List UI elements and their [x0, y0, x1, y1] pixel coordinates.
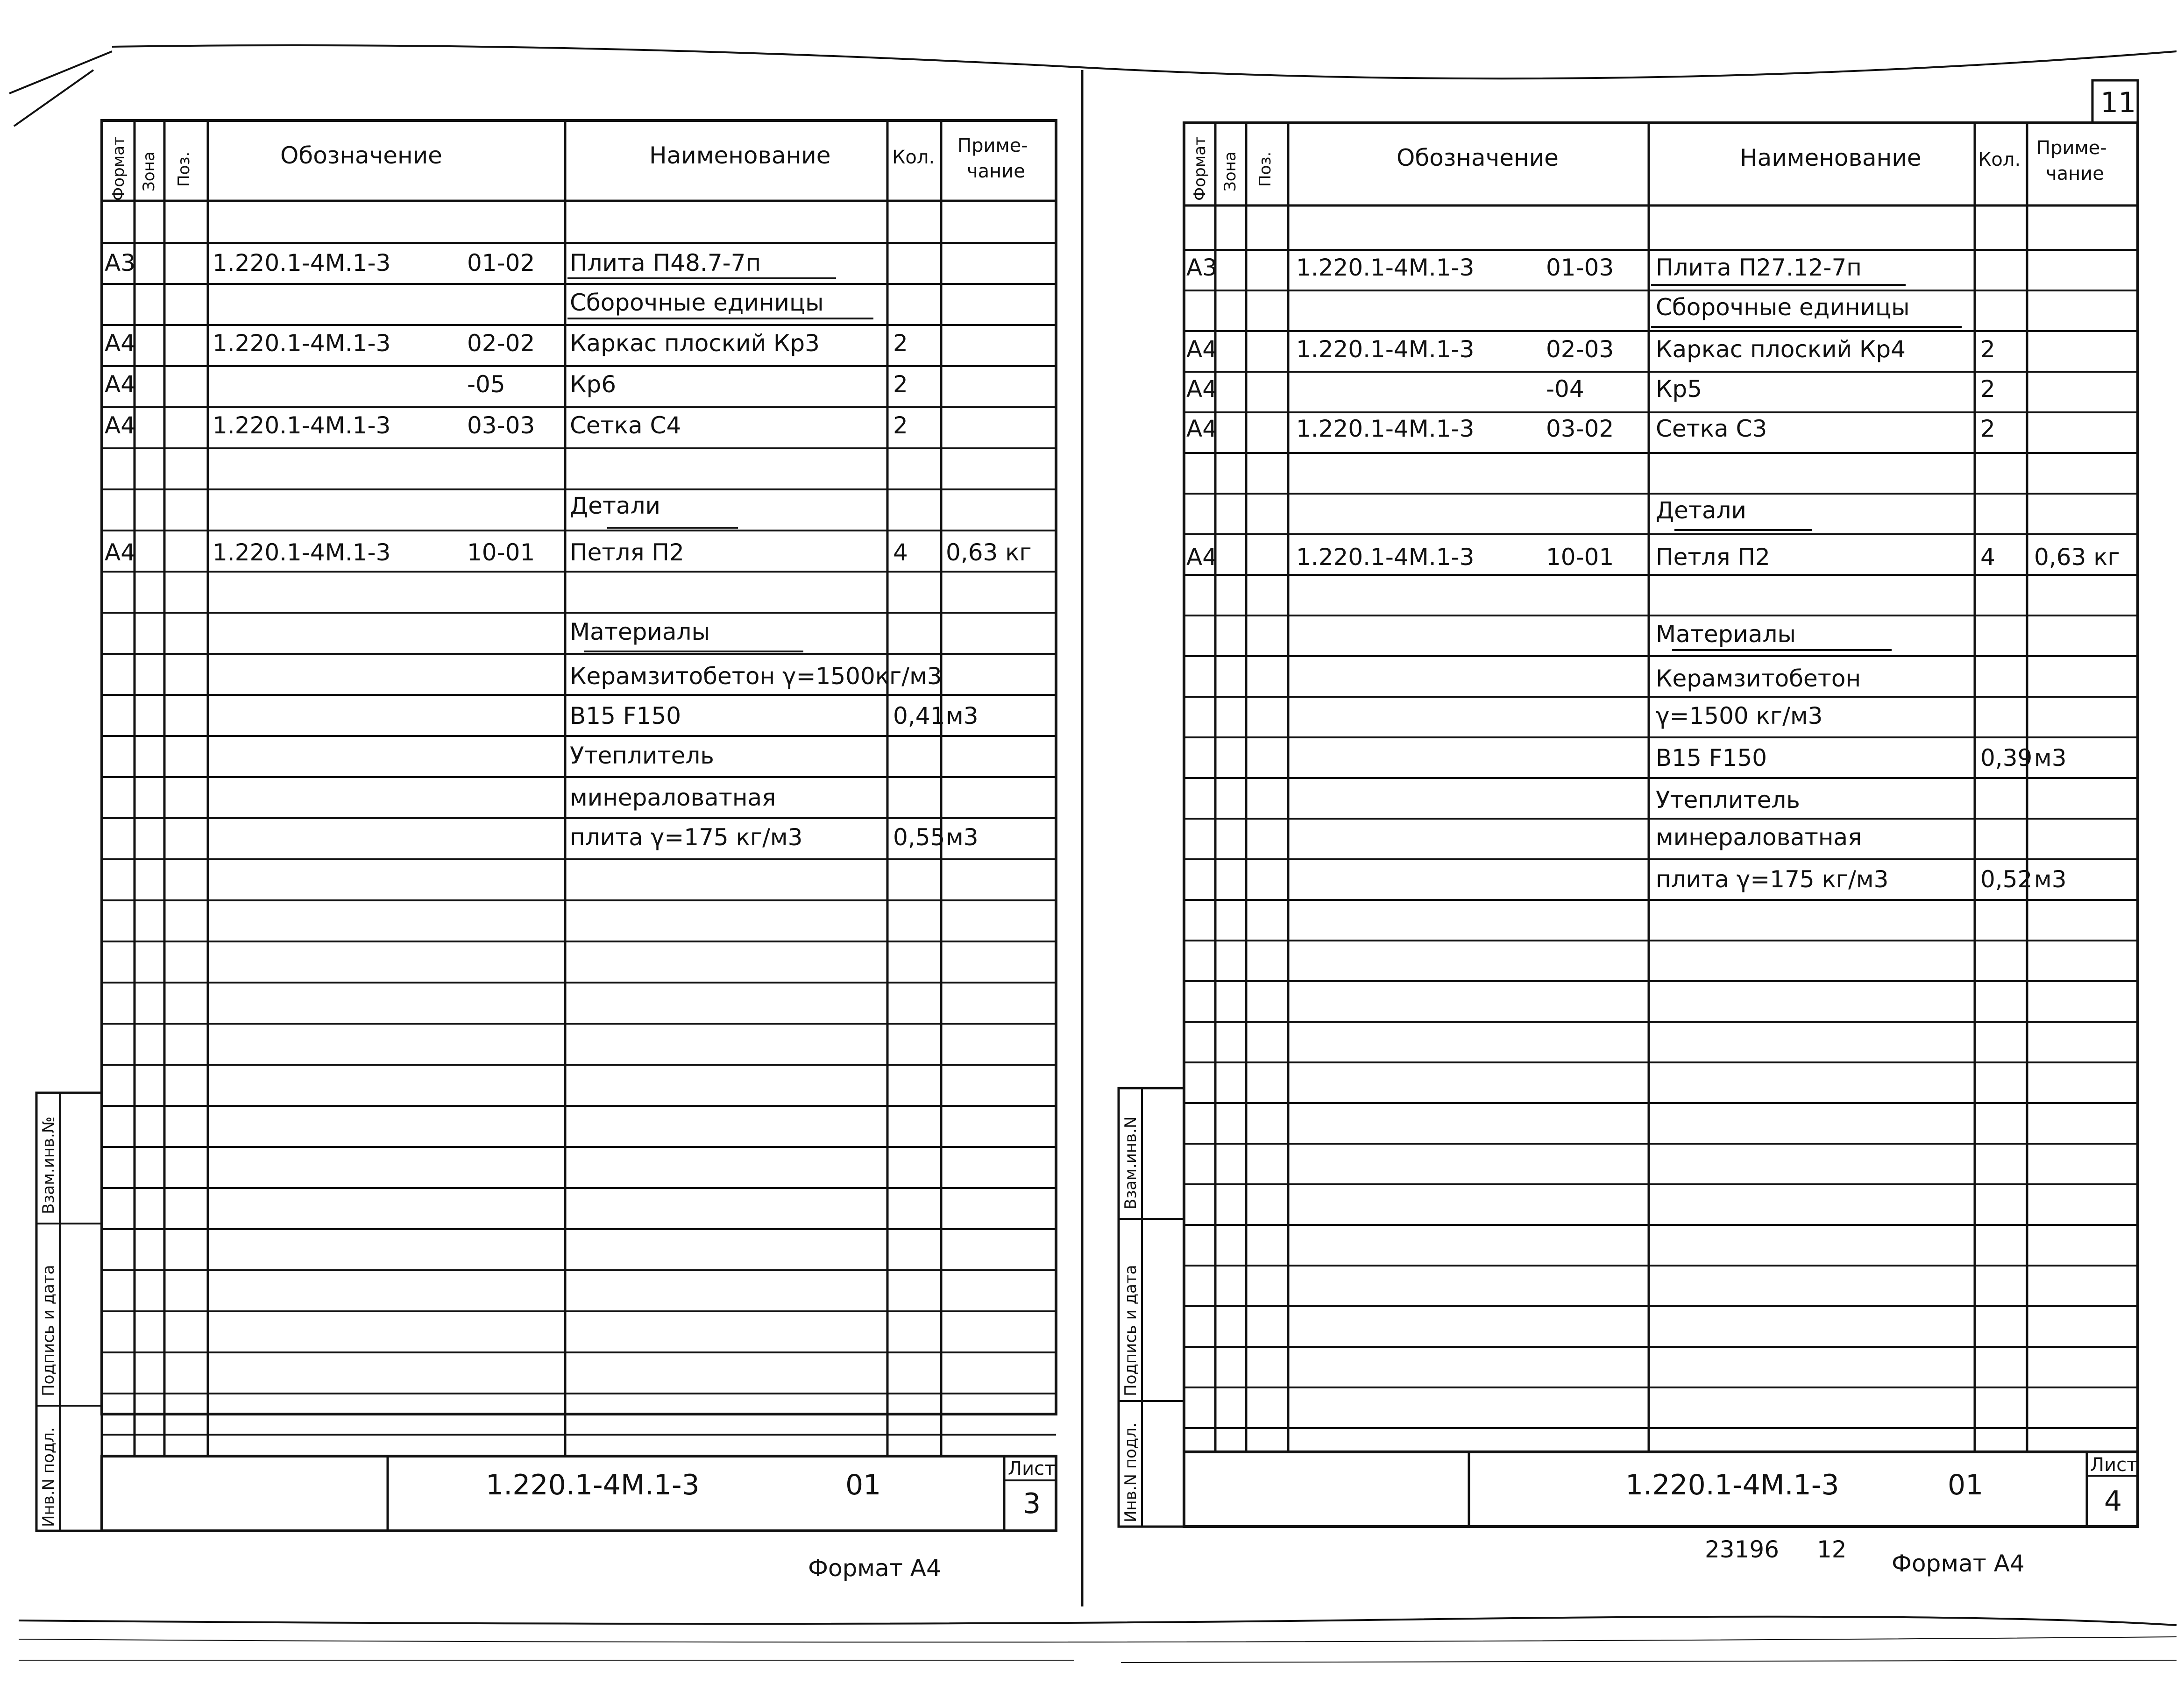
row-designation: 1.220.1-4М.1-3 — [1296, 544, 1475, 571]
row-name: минераловатная — [1656, 824, 1862, 851]
row-qty: 2 — [1980, 336, 1995, 363]
row-name: Каркас плоский Кр3 — [570, 330, 820, 357]
row-note: м3 — [2034, 744, 2067, 771]
row-designation: 1.220.1-4М.1-3 — [213, 330, 391, 357]
right-rows — [1186, 254, 2120, 893]
row-name: Кр6 — [570, 371, 617, 398]
row-qty: 0,52 — [1980, 866, 2033, 893]
row-code: -05 — [467, 371, 505, 398]
row-name: Петля П2 — [570, 539, 684, 566]
row-name: плита γ=175 кг/м3 — [570, 824, 803, 851]
row-designation: 1.220.1-4М.1-3 — [213, 249, 391, 276]
row-qty: 0,41 — [893, 702, 945, 729]
row-qty: 2 — [893, 412, 908, 439]
row-note: 0,63 кг — [946, 539, 1032, 566]
row-name: Утеплитель — [1656, 786, 1800, 814]
right-header-note-2: чание — [2046, 163, 2104, 184]
row-name: Петля П2 — [1656, 544, 1770, 571]
header-note-2: чание — [967, 161, 1025, 182]
right-side-vzam-inv: Взам.инв.N — [1121, 1116, 1140, 1210]
row-code: 02-02 — [467, 330, 535, 357]
row-designation: 1.220.1-4М.1-3 — [213, 539, 391, 566]
stamp-sheet: 12 — [1817, 1536, 1847, 1563]
row-code: 10-01 — [467, 539, 535, 566]
bottom-scan-line-2 — [19, 1637, 2177, 1642]
row-name: Сборочные единицы — [570, 289, 824, 316]
row-code: 01-02 — [467, 249, 535, 276]
row-name: Плита П27.12-7п — [1656, 254, 1862, 281]
right-header-qty: Кол. — [1978, 149, 2021, 170]
header-pos: Поз. — [175, 151, 193, 187]
row-format: А3 — [1186, 254, 1218, 281]
row-name: Керамзитобетон — [1656, 665, 1861, 692]
right-sheet — [1119, 80, 2138, 1527]
row-qty: 4 — [893, 539, 908, 566]
right-title-code: 1.220.1-4М.1-3 — [1625, 1469, 1839, 1501]
row-qty: 0,39 — [1980, 744, 2033, 771]
row-name: Материалы — [1656, 621, 1796, 648]
left-title-code: 1.220.1-4М.1-3 — [486, 1469, 700, 1501]
right-header-designation: Обозначение — [1397, 144, 1559, 171]
row-note: 0,63 кг — [2034, 544, 2120, 571]
row-note: м3 — [2034, 866, 2067, 893]
row-qty: 2 — [893, 371, 908, 398]
row-code: -04 — [1546, 375, 1584, 403]
row-name: В15 F150 — [570, 702, 681, 729]
row-code: 03-02 — [1546, 415, 1614, 442]
row-name: Плита П48.7-7п — [570, 249, 761, 276]
row-qty: 2 — [1980, 375, 1995, 403]
row-qty: 2 — [893, 330, 908, 357]
right-header-zone: Зона — [1221, 151, 1240, 191]
row-qty: 2 — [1980, 415, 1995, 442]
row-name: Керамзитобетон γ=1500кг/м3 — [570, 663, 942, 690]
right-header-pos: Поз. — [1256, 151, 1275, 187]
header-designation: Обозначение — [280, 142, 442, 169]
header-name: Наименование — [649, 142, 831, 169]
row-note: м3 — [946, 824, 979, 851]
corner-scratch-mark — [9, 51, 112, 126]
row-note: м3 — [946, 702, 979, 729]
bottom-scan-line — [19, 1617, 2177, 1625]
row-code: 02-03 — [1546, 336, 1614, 363]
row-format: А4 — [1186, 544, 1218, 571]
top-scan-line — [112, 45, 2177, 78]
right-title-num: 01 — [1948, 1469, 1984, 1501]
row-code: 03-03 — [467, 412, 535, 439]
side-vzam-inv: Взам.инв.№ — [39, 1116, 58, 1214]
right-side-sign-date: Подпись и дата — [1121, 1265, 1140, 1396]
row-format: А4 — [105, 539, 136, 566]
row-designation: 1.220.1-4М.1-3 — [1296, 254, 1475, 281]
right-page-number: 11 — [2100, 86, 2136, 119]
stamp-number: 23196 — [1705, 1536, 1780, 1563]
row-name: Сетка С4 — [570, 412, 681, 439]
row-qty: 0,55 — [893, 824, 945, 851]
bottom-scan-line-3 — [19, 1660, 2177, 1663]
row-format: А4 — [105, 371, 136, 398]
header-zone: Зона — [140, 151, 158, 191]
row-format: А4 — [1186, 415, 1218, 442]
row-designation: 1.220.1-4М.1-3 — [1296, 336, 1475, 363]
right-header-note-1: Приме- — [2036, 137, 2107, 159]
right-sheet-num: 4 — [2104, 1485, 2122, 1518]
row-designation: 1.220.1-4М.1-3 — [1296, 415, 1475, 442]
left-format-caption: Формат А4 — [808, 1555, 941, 1582]
row-name: минераловатная — [570, 784, 776, 811]
right-sheet-text — [1121, 86, 2137, 1577]
row-name: Сборочные единицы — [1656, 294, 1910, 321]
row-name: Детали — [1656, 497, 1747, 524]
row-code: 10-01 — [1546, 544, 1614, 571]
row-format: А4 — [105, 412, 136, 439]
row-format: А3 — [105, 249, 136, 276]
row-code: 01-03 — [1546, 254, 1614, 281]
right-side-inv-orig: Инв.N подл. — [1121, 1422, 1140, 1522]
side-inv-orig: Инв.N подл. — [39, 1427, 58, 1527]
row-designation: 1.220.1-4М.1-3 — [213, 412, 391, 439]
right-sheet-label: Лист — [2090, 1454, 2138, 1476]
row-name: Каркас плоский Кр4 — [1656, 336, 1906, 363]
row-name: γ=1500 кг/м3 — [1656, 702, 1823, 729]
row-format: А4 — [1186, 375, 1218, 403]
row-name: Кр5 — [1656, 375, 1702, 403]
row-name: В15 F150 — [1656, 744, 1767, 771]
left-rows — [105, 249, 1032, 851]
row-format: А4 — [1186, 336, 1218, 363]
right-format-caption: Формат А4 — [1892, 1550, 2025, 1577]
right-header-name: Наименование — [1740, 144, 1922, 171]
row-name: Утеплитель — [570, 742, 714, 769]
row-name: плита γ=175 кг/м3 — [1656, 866, 1889, 893]
row-name: Сетка С3 — [1656, 415, 1767, 442]
left-title-num: 01 — [845, 1469, 881, 1501]
row-name: Детали — [570, 492, 661, 519]
row-qty: 4 — [1980, 544, 1995, 571]
right-header-format: Формат — [1191, 136, 1209, 201]
header-note-1: Приме- — [957, 135, 1028, 156]
left-sheet-label: Лист — [1008, 1458, 1056, 1479]
row-format: А4 — [105, 330, 136, 357]
row-name: Материалы — [570, 618, 710, 645]
side-sign-date: Подпись и дата — [39, 1265, 58, 1396]
left-sheet-num: 3 — [1023, 1487, 1041, 1520]
header-qty: Кол. — [892, 147, 935, 168]
header-format: Формат — [109, 136, 128, 201]
